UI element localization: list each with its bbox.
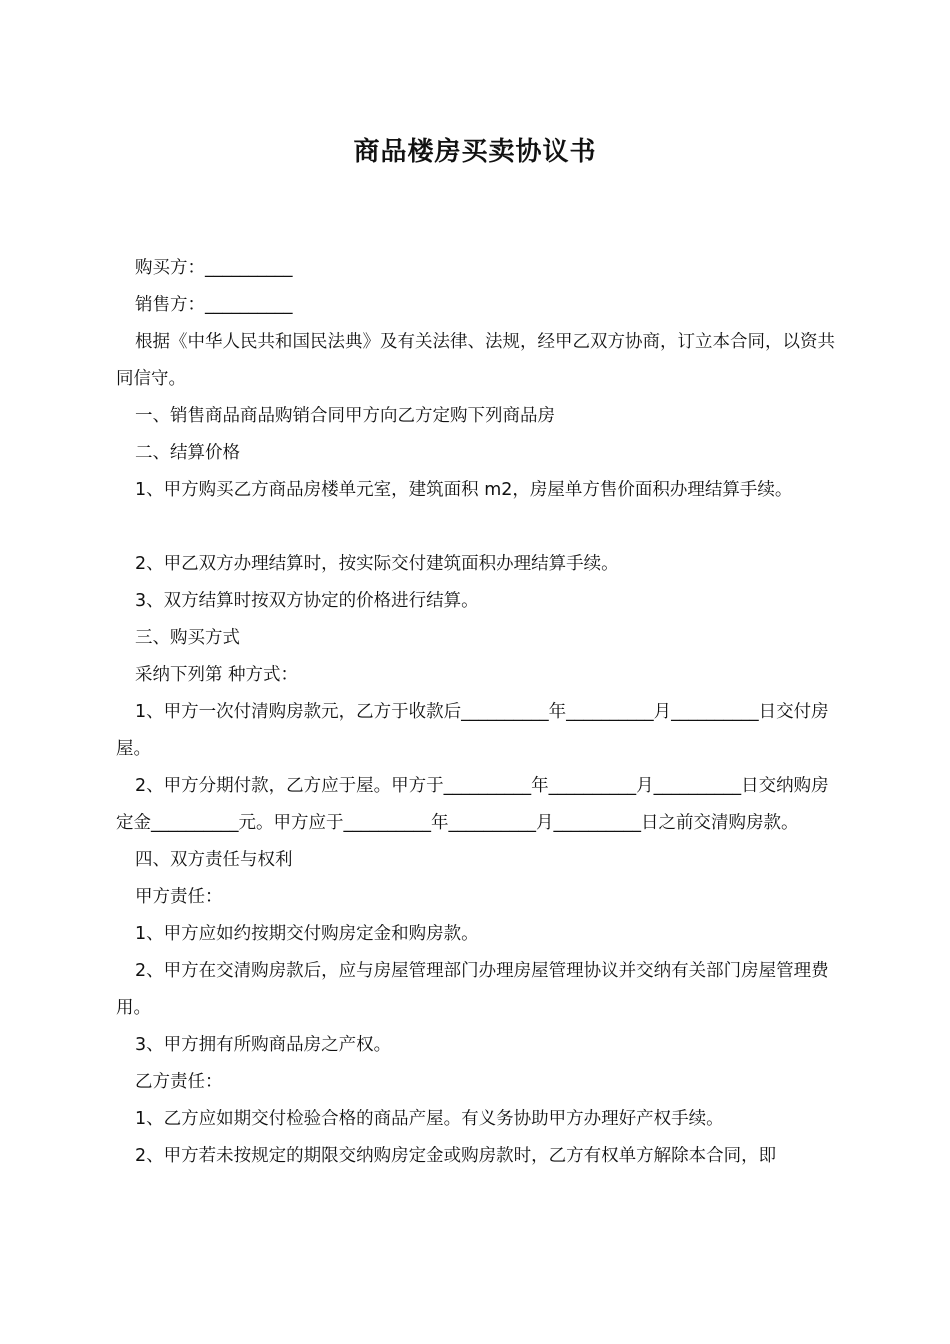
section-one-heading: 一、销售商品商品购销合同甲方向乙方定购下列商品房 bbox=[135, 406, 555, 426]
pricing-clause-2: 2、甲乙双方办理结算时，按实际交付建筑面积办理结算手续。 bbox=[135, 554, 619, 574]
preamble-paragraph: 根据《中华人民共和国民法典》及有关法律、法规，经甲乙双方协商，订立本合同，以资共同信守。 bbox=[116, 332, 835, 389]
section-two-heading: 二、结算价格 bbox=[135, 443, 240, 463]
party-b-duties-heading: 乙方责任： bbox=[135, 1072, 223, 1092]
party-b-duty-1: 1、乙方应如期交付检验合格的商品产屋。有义务协助甲方办理好产权手续。 bbox=[135, 1109, 724, 1129]
party-a-duty-2: 2、甲方在交清购房款后，应与房屋管理部门办理房屋管理协议并交纳有关部门房屋管理费用。 bbox=[116, 961, 829, 1018]
pricing-clause-1: 1、甲方购买乙方商品房楼单元室，建筑面积 m2，房屋单方售价面积办理结算手续。 bbox=[135, 480, 793, 500]
section-three-heading: 三、购买方式 bbox=[135, 628, 240, 648]
party-a-duties-heading: 甲方责任： bbox=[135, 887, 223, 907]
party-a-duty-3: 3、甲方拥有所购商品房之产权。 bbox=[135, 1035, 392, 1055]
payment-option-1: 1、甲方一次付清购房款元，乙方于收款后__________年__________月__________日交付房屋。 bbox=[116, 702, 829, 759]
document-body bbox=[116, 250, 840, 1175]
payment-method-intro: 采纳下列第 种方式： bbox=[135, 665, 299, 685]
seller-line: 销售方：__________ bbox=[135, 295, 293, 315]
party-a-duty-1: 1、甲方应如约按期交付购房定金和购房款。 bbox=[135, 924, 479, 944]
payment-option-2: 2、甲方分期付款，乙方应于屋。甲方于__________年__________月__________日交纳购房定金__________元。甲方应于__________年__________月__________日之前交清购房款。 bbox=[116, 776, 829, 833]
section-four-heading: 四、双方责任与权利 bbox=[135, 850, 293, 870]
document-title: 商品楼房买卖协议书 bbox=[353, 137, 597, 167]
pricing-clause-3: 3、双方结算时按双方协定的价格进行结算。 bbox=[135, 591, 479, 611]
party-b-duty-2: 2、甲方若未按规定的期限交纳购房定金或购房款时，乙方有权单方解除本合同，即 bbox=[135, 1146, 777, 1166]
buyer-line: 购买方：__________ bbox=[135, 258, 293, 278]
